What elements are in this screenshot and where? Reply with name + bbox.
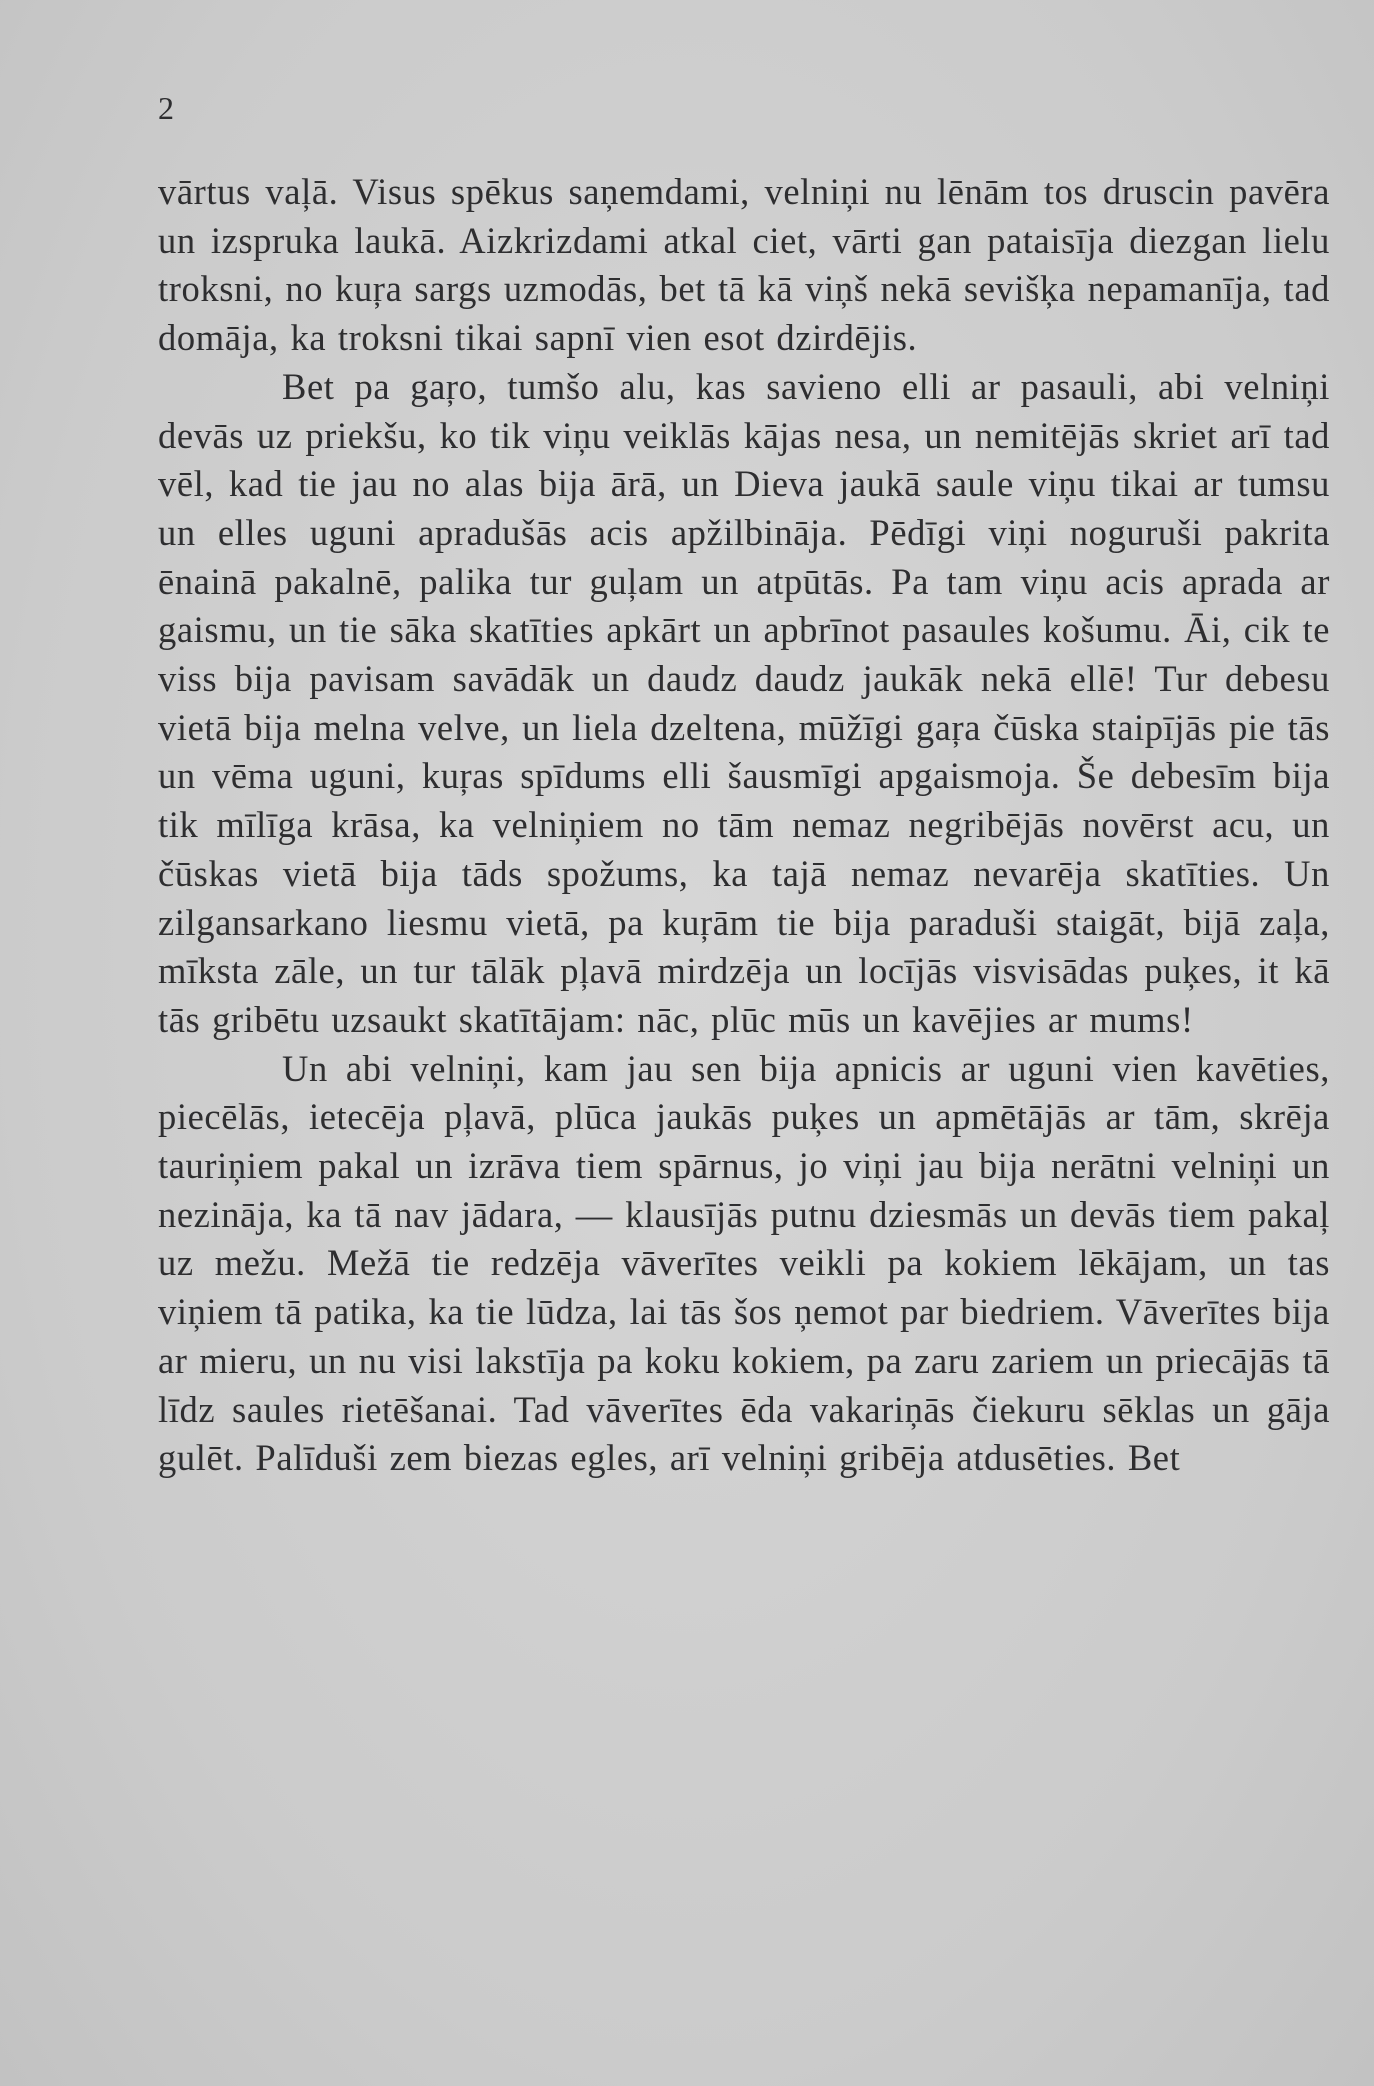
paragraph-3: Un abi velniņi, kam jau sen bija apnicis ar uguni vien kavēties, piecēlās, ietecēja pļavā, plūca jaukās puķes un apmētājās ar tām, skrēja tauriņiem pakal un izrāva tiem spārnus, jo viņi jau bija nerātni velniņi un nezināja, ka tā nav jādara, — klausījās putnu dziesmās un devās tiem pakaļ uz mežu. Mežā tie redzēja vāverītes veikli pa kokiem lēkājam, un tas viņiem tā patika, ka tie lūdza, lai tās šos ņemot par biedriem. Vāverītes bija ar mieru, un nu visi lakstīja pa koku kokiem, pa zaru zariem un priecājās tā līdz saules rietēšanai. Tad vāverītes ēda vakariņās čiekuru sēklas un gāja gulēt. Palīduši zem biezas egles, arī velniņi gribēja atdusēties. Bet xyxy=(158,1047,1330,1479)
page-number: 2 xyxy=(158,90,174,126)
paragraph-1: vārtus vaļā. Visus spēkus saņemdami, velniņi nu lēnām tos druscin pavēra un izspruka laukā. Aizkrizdami atkal ciet, vārti gan pataisīja diezgan lielu troksni, no kuŗa sargs uzmodās, bet tā kā viņš nekā sevišķa nepamanīja, tad domāja, ka troksni tikai sapnī vien esot dzirdējis. xyxy=(158,171,1330,359)
paragraph-2: Bet pa gaŗo, tumšo alu, kas savieno elli ar pasauli, abi velniņi devās uz priekšu, ko tik viņu veiklās kājas nesa, un nemitējās skriet arī tad vēl, kad tie jau no alas bija ārā, un Dieva jaukā saule viņu tikai ar tumsu un elles uguni apradušās acis apžilbināja. Pēdīgi viņi noguruši pakrita ēnainā pakalnē, palika tur guļam un atpūtās. Pa tam viņu acis aprada ar gaismu, un tie sāka skatīties apkārt un apbrīnot pasaules košumu. Āi, cik te viss bija pavisam savādāk un daudz daudz jaukāk nekā ellē! Tur debesu vietā bija melna velve, un liela dzeltena, mūžīgi gaŗa čūska staipījās pie tās un vēma uguni, kuŗas spīdums elli šausmīgi apgaismoja. Še debesīm bija tik mīlīga krāsa, ka velniņiem no tām nemaz negribējās novērst acu, un čūskas vietā bija tāds spožums, ka tajā nemaz nevarēja skatīties. Un zilgansarkano liesmu vietā, pa kuŗām tie bija paraduši staigāt, bijā zaļa, mīksta zāle, un tur tālāk pļavā mirdzēja un locījās visvisādas puķes, it kā tās gribētu uzsaukt skatītājam: nāc, plūc mūs un kavējies ar mums! xyxy=(158,365,1330,1040)
body-text xyxy=(158,168,1330,1483)
